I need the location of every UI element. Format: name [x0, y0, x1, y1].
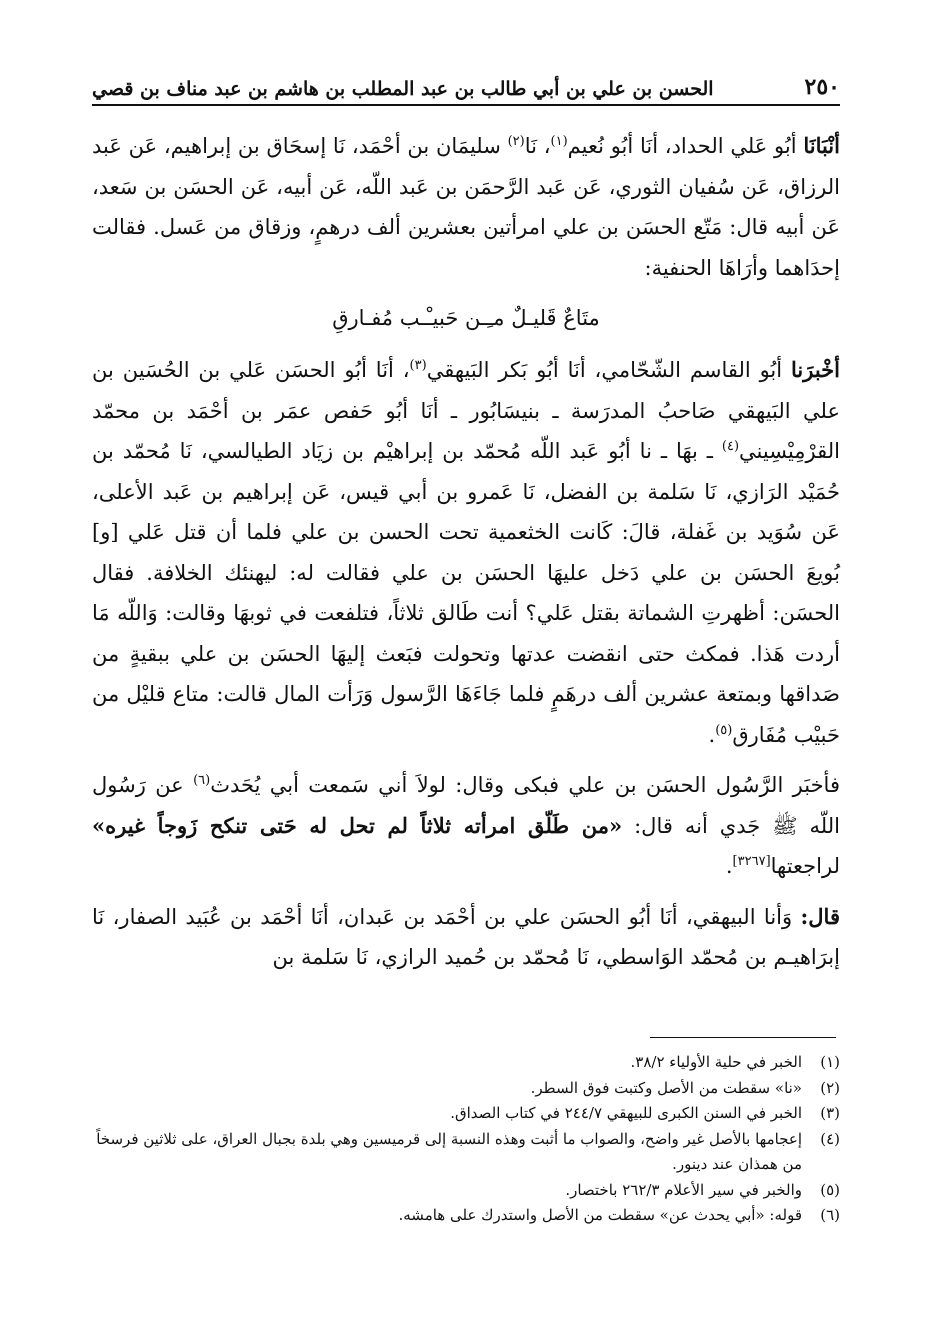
footnote-number: (٢)	[820, 1078, 840, 1097]
footnote-text: «نا» سقطت من الأصل وكتبت فوق السطر.	[530, 1078, 802, 1097]
text-segment: ، نَا	[524, 134, 551, 158]
text-segment: لراجعتها	[770, 854, 840, 878]
footnote-item	[92, 1127, 840, 1178]
footnote-number: (٥)	[820, 1180, 840, 1199]
paragraph-1	[92, 126, 840, 288]
footnote-text: الخبر في السنن الكبرى للبيهقي ٢٤٤/٧ في كتاب الصداق.	[450, 1104, 802, 1122]
footnote-number: (١)	[820, 1053, 840, 1071]
footnote-item	[92, 1101, 840, 1127]
footnote-marker-4[interactable]: (٤)	[721, 439, 740, 454]
text-segment: عن رَسُول اللّه ﷺ جَدي أنه قال:	[92, 773, 840, 838]
text-segment: فأخبَر الرَّسُول الحسَن بن علي فبكى وقال: لولاَ أني سَمعت أبي يُحَدث	[210, 773, 840, 797]
main-text	[92, 126, 840, 978]
footnote-text: إعجامها بالأصل غير واضح، والصواب ما أثبت وهذه النسبة إلى قرميسين وهي بلدة بجبال العراق، على ثلاثين فرسخاً من همذان عند دينور.	[96, 1129, 802, 1173]
footnote-marker-3[interactable]: (٣)	[409, 358, 427, 373]
footnote-text: قوله: «أبي يحدث عن» سقطت من الأصل واستدرك على هامشه.	[398, 1206, 802, 1224]
text-segment: وَأنا البيهقي، أنَا أبُو الحسَن علي بن أحْمَد بن عَبدان، أنَا أحْمَد بن عُبَيد الصفار، نَا إبرَاهيـم بن مُحمّد الوَاسطي، نَا مُحمّد بن حُميد الرازي، نَا سَلمة بن	[92, 904, 840, 969]
footnote-marker-1[interactable]: (١)	[550, 134, 568, 149]
footnote-number: (٤)	[820, 1129, 840, 1148]
footnote-item	[92, 1050, 840, 1076]
footnote-item	[92, 1203, 840, 1229]
text-segment: أبُو القاسم الشّحّامي، أنَا أبُو بَكر البَيهقي	[426, 358, 791, 382]
paragraph-lead: أنْبَانَا	[803, 133, 840, 158]
paragraph-3	[92, 765, 840, 887]
text-segment: أبُو عَلي الحداد، أنَا أبُو نُعيم	[567, 134, 804, 158]
paragraph-lead: قال:	[800, 903, 840, 929]
text-segment: .	[725, 854, 733, 878]
paragraph-2	[92, 350, 840, 755]
footnotes	[92, 1050, 840, 1229]
footnote-number: (٦)	[820, 1206, 840, 1224]
paragraph-4	[92, 897, 840, 978]
running-title: الحسن بن علي بن أبي طالب بن عبد المطلب بن هاشم بن عبد مناف بن قصي	[92, 78, 714, 100]
verse-line: متَاعٌ قَليـلٌ مـِـن حَبيـْـب مُفـارقِ	[332, 306, 600, 330]
text-segment: .	[708, 722, 716, 747]
footnote-text: الخبر في حلية الأولياء ٣٨/٢.	[630, 1053, 802, 1071]
text-segment: سليمَان بن أحْمَد، نَا إسحَاق بن إبراهيم، عَن عَبد الرزاق، عَن سُفيان الثوري، عَن عَبد الرَّحمَن بن عَبد اللّه، عَن أبيه، عَن الحسَن بن سَعد، عَن أبيه قال: مَتّع الحسَن بن علي امرأتين بعشرين ألف درهمٍ، وزقاق من عَسل. فقالت إحدَاهما وأرَاهَا الحنفية:	[92, 134, 840, 280]
page-header	[92, 62, 840, 106]
footnote-item	[92, 1178, 840, 1204]
footnote-item	[92, 1076, 840, 1102]
reference-number: [٣٢٦٧]	[732, 854, 771, 869]
footnote-marker-5[interactable]: (٥)	[715, 722, 733, 738]
footnote-marker-6[interactable]: (٦)	[193, 773, 211, 788]
footnote-marker-2[interactable]: (٢)	[507, 134, 525, 149]
page-number: ٢٥٠	[804, 74, 840, 100]
text-segment: ـ بهَا ـ نا أبُو عَبد اللّه مُحمّد بن إبراهيْم بن زيَاد الطيالسي، نَا مُحمّد بن حُمَيْد الرَازي، نَا سَلمة بن الفضل، نَا عَمرو بن أبي قيس، عَن إبراهيم بن عَبد الأعلى، عَن سُوَيد بن غَفلة، قالَ: كَانت الخثعمية تحت الحسن بن علي فلما أن قتل عَلي [و] بُويعَ الحسَن بن علي دَخل عليهَا الحسَن بن علي فقالت له: ليهنئك الخلافة. فقال الحسَن: أظهرتِ الشماتة بقتل عَلي؟ أنت طَالق ثلاثاً، فتلفعت في ثوبهَا وقالت: وَاللّه مَا أردت هَذا. فمكث حتى انقضت عدتها وتحولت فبَعث إليهَا الحسَن بن علي ببقيةٍ من صَداقها وبمتعة عشرين ألف درهَمٍ فلما جَاءَهَا الرَّسول وَرَأت المال قالت: متاع قليْل من حَبيْب مُفَارق	[92, 439, 840, 747]
footnote-text: والخبر في سير الأعلام ٢٦٢/٣ باختصار.	[565, 1180, 802, 1199]
footnote-divider	[650, 1037, 836, 1038]
hadith-quote: «من طَلّق امرأته ثلاثاً لم تحل له حَتى تنكح زَوجاً غيره»	[92, 812, 623, 838]
text-segment: ، أنَا أبُو الحسَن عَلي بن الحُسَين بن علي البَيهقي صَاحبُ المدرَسة ـ بنيسَابُور ـ أنَا أبُو حَفص عمَر بن أحْمَد بن محمّد القرْمِيْسِيني	[92, 358, 840, 463]
footnote-number: (٣)	[820, 1104, 840, 1122]
paragraph-lead: أخْبرَنا	[791, 357, 840, 382]
